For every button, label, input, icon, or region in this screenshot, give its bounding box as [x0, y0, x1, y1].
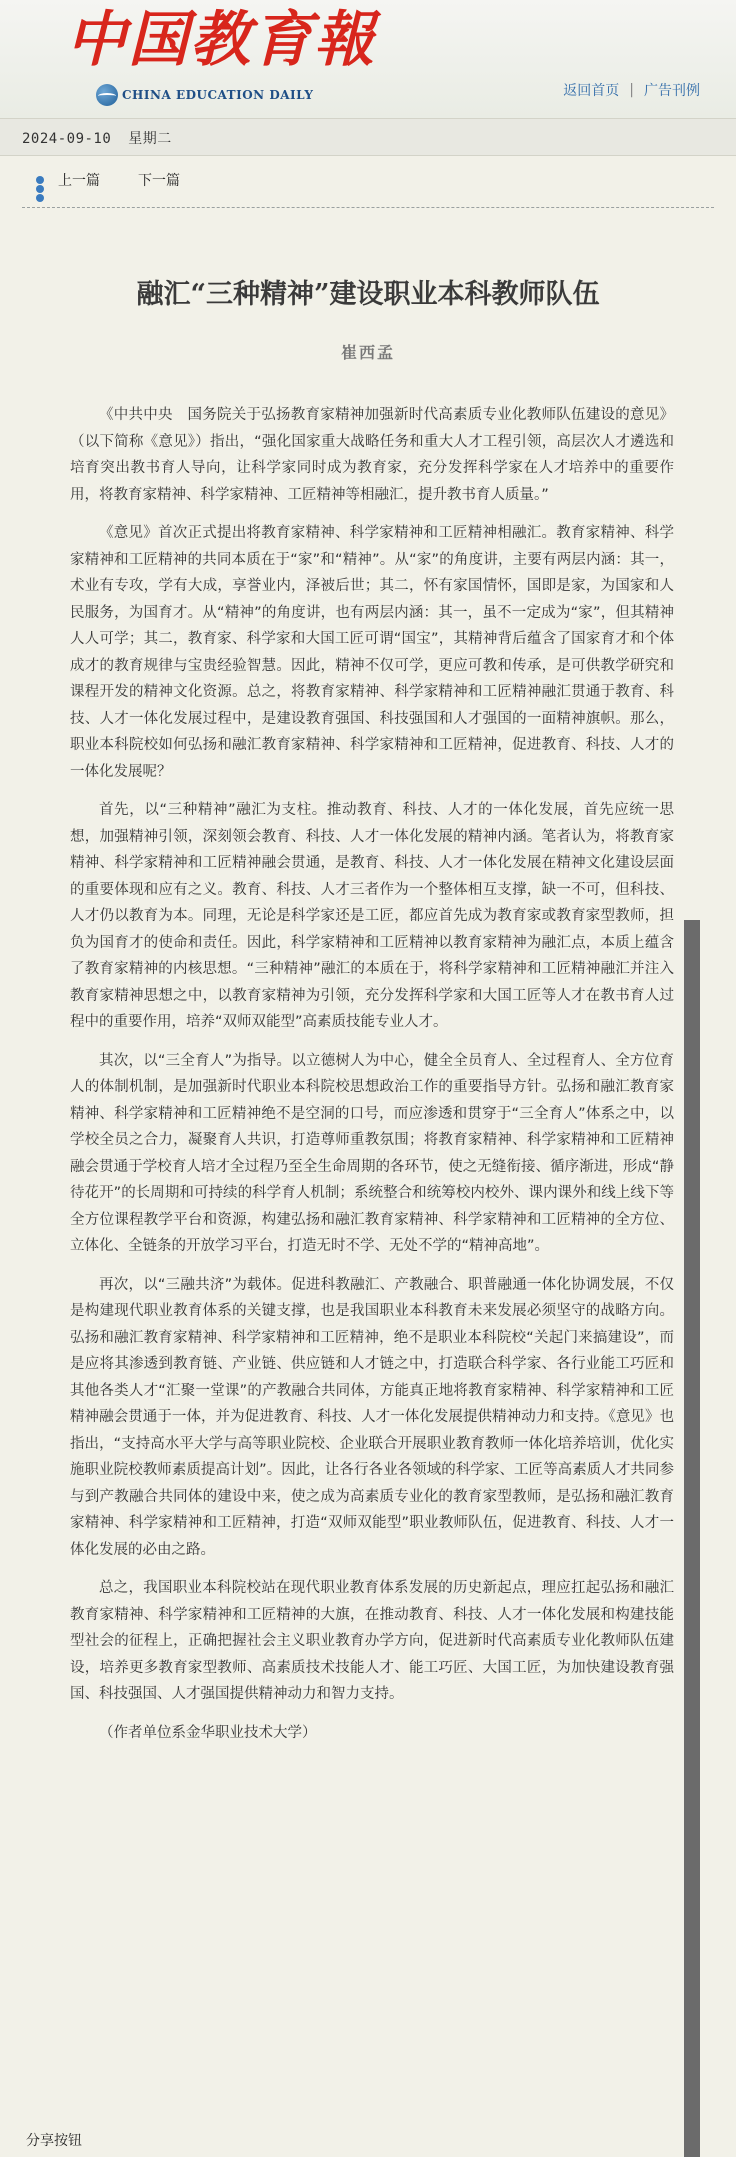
article-paragraph: 《中共中央 国务院关于弘扬教育家精神加强新时代高素质专业化教师队伍建设的意见》（以下简称《意见》）指出，“强化国家重大战略任务和重大人才工程引领，高层次人才遴选和培育突出教书育人导向，让科学家同时成为教育家，充分发挥科学家在人才培养中的重要作用，将教育家精神、科学家精神、工匠精神等相融汇，提升教书育人质量。”	[70, 407, 674, 503]
issue-date	[22, 128, 172, 148]
link-separator: |	[629, 82, 634, 98]
article-paragraph: 《意见》首次正式提出将教育家精神、科学家精神和工匠精神相融汇。教育家精神、科学家精神和工匠精神的共同本质在于“家”和“精神”。从“家”的角度讲，主要有两层内涵：其一，术业有专攻，学有大成，享誉业内，泽被后世；其二，怀有家国情怀，国即是家，为国家和人民服务，为国育才。从“精神”的角度讲，也有两层内涵：其一，虽不一定成为“家”，但其精神人人可学；其二，教育家、科学家和大国工匠可谓“国宝”，其精神背后蕴含了国家育才和个体成才的教育规律与宝贵经验智慧。因此，精神不仅可学，更应可教和传承，是可供教学研究和课程开发的精神文化资源。总之，将教育家精神、科学家精神和工匠精神融汇贯通于教育、科技、人才一体化发展过程中，是建设教育强国、科技强国和人才强国的一面精神旗帜。那么，职业本科院校如何弘扬和融汇教育家精神、科学家精神和工匠精神，促进教育、科技、人才的一体化发展呢？	[70, 525, 674, 780]
article-paragraph: 其次，以“三全育人”为指导。以立德树人为中心，健全全员育人、全过程育人、全方位育人的体制机制，是加强新时代职业本科院校思想政治工作的重要指导方针。弘扬和融汇教育家精神、科学家精神和工匠精神绝不是空洞的口号，而应渗透和贯穿于“三全育人”体系之中，以学校全员之合力，凝聚育人共识，打造尊师重教氛围；将教育家精神、科学家精神和工匠精神融会贯通于学校育人培才全过程乃至全生命周期的各环节，使之无缝衔接、循序渐进，形成“静待花开”的长周期和可持续的科学育人机制；系统整合和统筹校内校外、课内课外和线上线下等全方位课程教学平台和资源，构建弘扬和融汇教育家精神、科学家精神和工匠精神的全方位、立体化、全链条的开放学习平台，打造无时不学、无处不学的“精神高地”。	[70, 1052, 674, 1254]
site-header	[0, 0, 736, 118]
next-article-link[interactable]: 下一篇	[138, 173, 180, 189]
site-logo[interactable]	[62, 4, 376, 104]
logo-english	[96, 84, 313, 106]
article-author: 崔西孟	[340, 343, 395, 362]
home-link[interactable]: 返回首页	[563, 83, 620, 99]
date-bar	[0, 118, 736, 156]
prev-article-link[interactable]: 上一篇	[58, 173, 100, 189]
date-value: 2024-09-10	[22, 131, 112, 147]
weekday-value: 星期二	[128, 131, 172, 147]
article-nav	[22, 168, 714, 208]
article-body	[70, 402, 674, 1758]
scrollbar[interactable]	[684, 920, 700, 2157]
globe-icon	[96, 84, 118, 106]
article-paragraph: 再次，以“三融共济”为载体。促进科教融汇、产教融合、职普融通一体化协调发展，不仅是构建现代职业教育体系的关键支撑，也是我国职业本科教育未来发展必须坚守的战略方向。弘扬和融汇教育家精神、科学家精神和工匠精神，绝不是职业本科院校“关起门来搞建设”，而是应将其渗透到教育链、产业链、供应链和人才链之中，打造联合科学家、各行业能工巧匠和其他各类人才“汇聚一堂课”的产教融合共同体，方能真正地将教育家精神、科学家精神和工匠精神融会贯通于一体，并为促进教育、科技、人才一体化发展提供精神动力和支持。《意见》也指出，“支持高水平大学与高等职业院校、企业联合开展职业教育教师一体化培养培训，优化实施职业院校教师素质提高计划”。因此，让各行各业各领域的科学家、工匠等高素质人才共同参与到产教融合共同体的建设中来，使之成为高素质专业化的教育家型教师，是弘扬和融汇教育家精神、科学家精神和工匠精神，打造“双师双能型”职业教师队伍，促进教育、科技、人才一体化发展的必由之路。	[70, 1276, 674, 1558]
logo-chinese-text: 中国教育報	[66, 5, 376, 75]
top-links	[563, 80, 700, 100]
dots-icon	[32, 176, 48, 202]
logo-english-text: CHINA EDUCATION DAILY	[122, 88, 314, 102]
article-paragraph: 总之，我国职业本科院校站在现代职业教育体系发展的历史新起点，理应扛起弘扬和融汇教育家精神、科学家精神和工匠精神的大旗，在推动教育、科技、人才一体化发展和构建技能型社会的征程上，正确把握社会主义职业教育办学方向，促进新时代高素质专业化教师队伍建设，培养更多教育家型教师、高素质技术技能人才、能工巧匠、大国工匠，为加快建设教育强国、科技强国、人才强国提供精神动力和智力支持。	[70, 1580, 674, 1702]
article-paragraph: 首先，以“三种精神”融汇为支柱。推动教育、科技、人才的一体化发展，首先应统一思想，加强精神引领，深刻领会教育、科技、人才一体化发展的精神内涵。笔者认为，将教育家精神、科学家精神和工匠精神融会贯通，是教育、科技、人才一体化发展在精神文化建设层面的重要体现和应有之义。教育、科技、人才三者作为一个整体相互支撑，缺一不可，但科技、人才仍以教育为本。同理，无论是科学家还是工匠，都应首先成为教育家或教育家型教师，担负为国育才的使命和责任。因此，科学家精神和工匠精神以教育家精神为融汇点，本质上蕴含了教育家精神的内核思想。“三种精神”融汇的本质在于，将科学家精神和工匠精神融汇并注入教育家精神思想之中，以教育家精神为引领，充分发挥科学家和大国工匠等人才在教书育人过程中的重要作用，培养“双师双能型”高素质技能专业人才。	[70, 802, 674, 1030]
ad-rates-link[interactable]: 广告刊例	[644, 83, 700, 99]
share-button[interactable]: 分享按钮	[26, 2133, 82, 2149]
article-title: 融汇“三种精神”建设职业本科教师队伍	[136, 279, 600, 310]
author-affiliation: （作者单位系金华职业技术大学）	[99, 1724, 317, 1741]
